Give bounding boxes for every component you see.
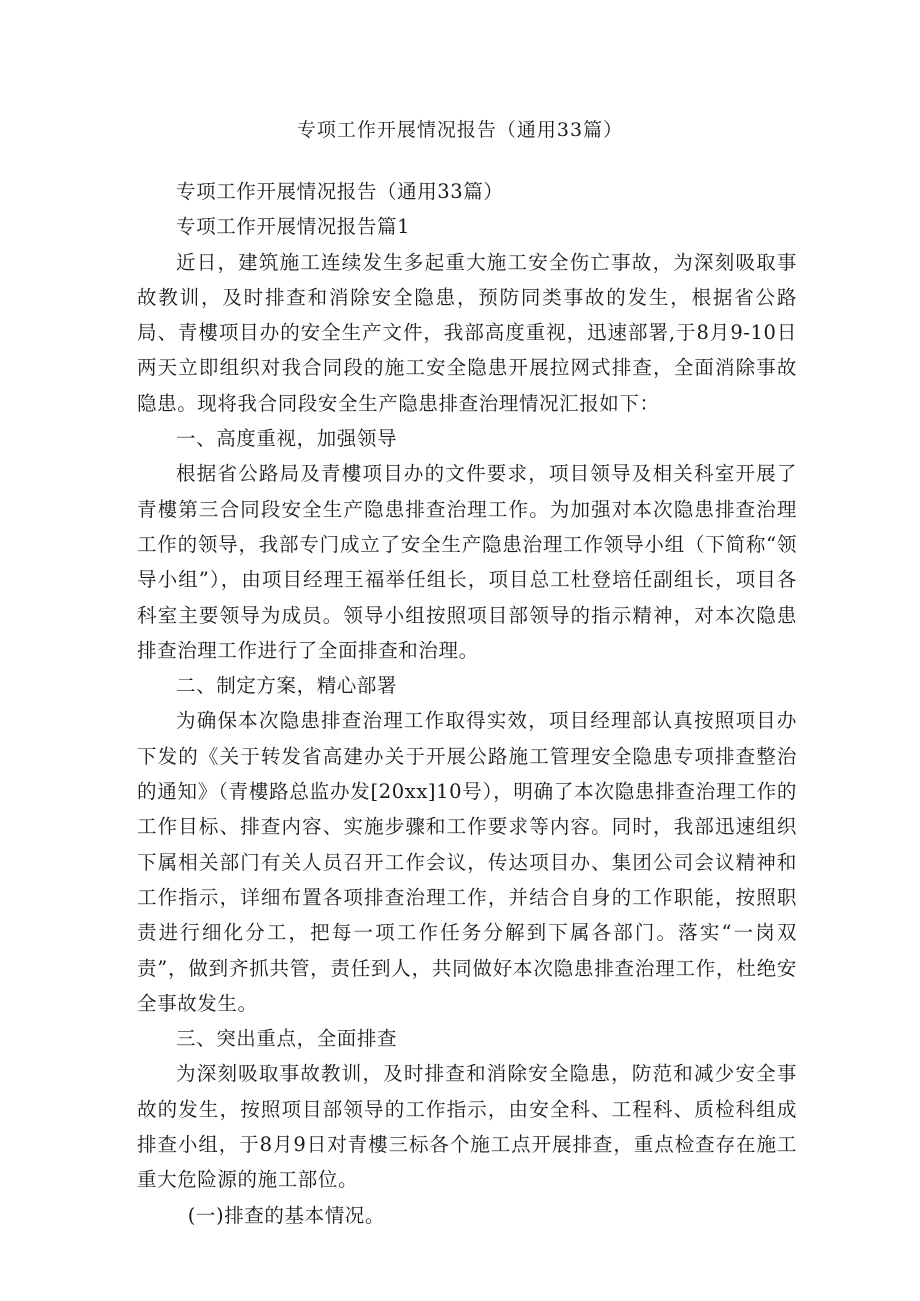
section-heading-2: 二、制定方案，精心部署: [176, 674, 398, 698]
paragraph-section-2: 为确保本次隐患排查治理工作取得实效，项目经理部认真按照项目办下发的《关于转发省高建办关于开展公路施工管理安全隐患专项排查整治的通知》（青樓路总监办发[20xx]10号），明确了本次隐患排查治理工作的工作目标、排查内容、实施步骤和工作要求等内容。同时，我部迅速组织下属相关部门有关人员召开工作会议，传达项目办、集团公司会议精神和工作指示，详细布置各项排查治理工作，并结合自身的工作职能，按照职责进行细化分工，把每一项工作任务分解到下属各部门。落实“一岗双责”，做到齐抓共管，责任到人，共同做好本次隐患排查治理工作，杜绝安全事故发生。: [137, 709, 797, 1015]
paragraph-report-heading: 专项工作开展情况报告篇1: [176, 215, 411, 239]
document-title: 专项工作开展情况报告（通用33篇）: [296, 119, 624, 141]
section-heading-3: 三、突出重点，全面排查: [176, 1027, 398, 1051]
section-heading-1: 一、高度重视，加强领导: [176, 427, 398, 451]
paragraph-intro: 近日，建筑施工连续发生多起重大施工安全伤亡事故，为深刻吸取事故教训，及时排查和消除安全隐患，预防同类事故的发生，根据省公路局、青樓项目办的安全生产文件，我部高度重视，迅速部署,于8月9-10日两天立即组织对我合同段的施工安全隐患开展拉网式排查，全面消除事故隐患。现将我合同段安全生产隐患排查治理情况汇报如下：: [137, 250, 797, 415]
subsection-heading-1: (一)排查的基本情况。: [187, 1203, 386, 1227]
paragraph-section-1: 根据省公路局及青樓项目办的文件要求，项目领导及相关科室开展了青樓第三合同段安全生产隐患排查治理工作。为加强对本次隐患排查治理工作的领导，我部专门成立了安全生产隐患治理工作领导小组（下简称“领导小组”），由项目经理王福举任组长，项目总工杜登培任副组长，项目各科室主要领导为成员。领导小组按照项目部领导的指示精神，对本次隐患排查治理工作进行了全面排查和治理。: [137, 462, 797, 662]
paragraph-section-3: 为深刻吸取事故教训，及时排查和消除安全隐患，防范和减少安全事故的发生，按照项目部领导的工作指示，由安全科、工程科、质检科组成排查小组，于8月9日对青樓三标各个施工点开展排查，重点检查存在施工重大危险源的施工部位。: [137, 1062, 797, 1192]
paragraph-repeated-title: 专项工作开展情况报告（通用33篇）: [176, 180, 504, 203]
document-body: [137, 174, 797, 1233]
